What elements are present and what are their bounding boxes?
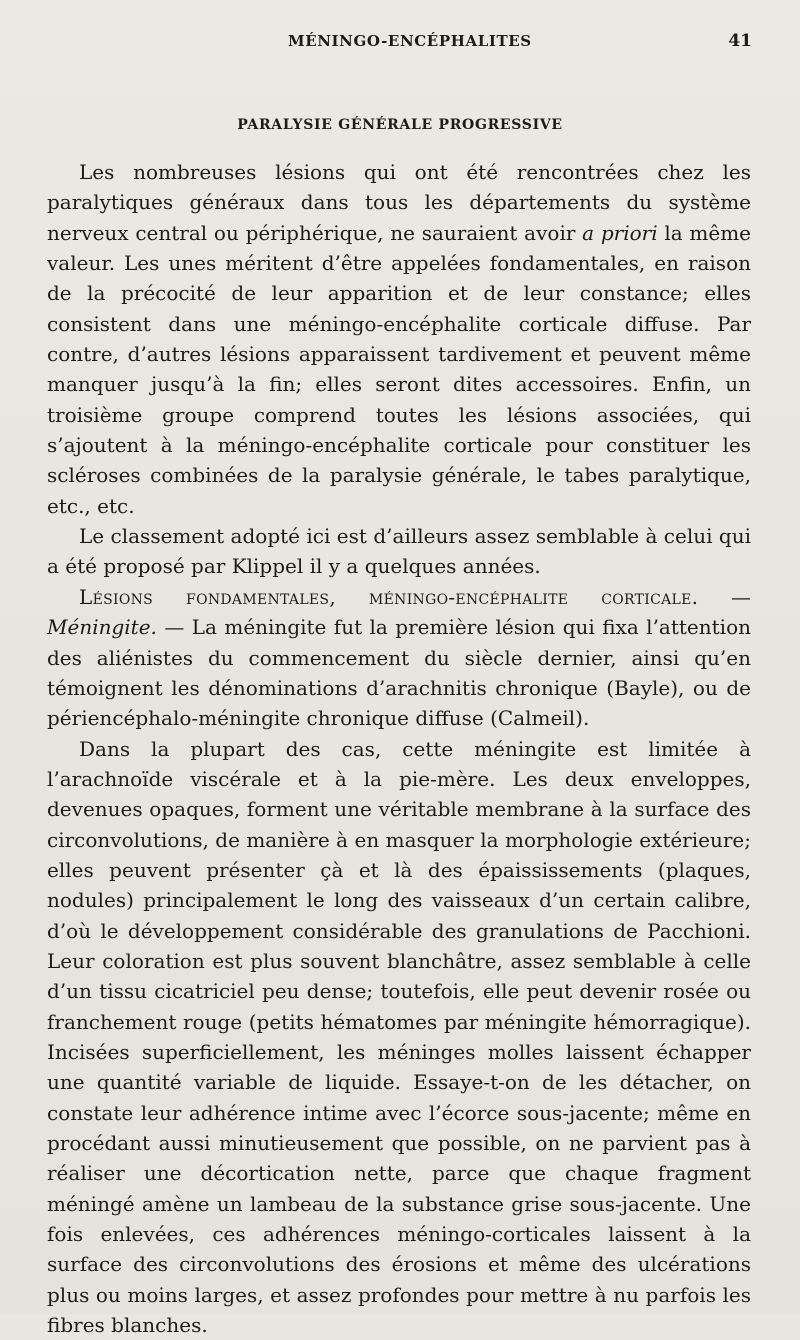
paragraph-text: la même valeur. Les unes méritent d’être appelées fondamentales, en raison de la précocité de leur apparition et de leur constance; elles consistent dans une méningo-encéphalite corticale diffuse. Par contre, d’autres lésions apparaissent tardivement et peuvent même manquer jusqu’à la fin; elles seront dites accessoires. Enfin, un troisième groupe comprend toutes les lésions associées, qui s’ajoutent à la méningo-encéphalite corticale pour constituer les scléroses combinées de la paralysie générale, le tabes paralytique, etc., etc. [47,220,752,518]
italic-term: a priori [582,220,658,245]
paragraph-text: Le classement adopté ici est d’ailleurs assez semblable à celui qui a été proposé par Klippel il y a quelques années. [47,524,751,579]
paragraph-text: — La méningite fut la première lésion qui fixa l’attention des aliénistes du commencement du siècle dernier, ainsi qu’en témoignent les dénominations d’arachnitis chronique (Bayle), ou de périencéphalo-méningite chronique diffuse (Calmeil). [47,615,751,731]
paragraph-meningitis-intro [47,582,751,734]
heading-dash: — [698,584,752,609]
paragraph-text: Dans la plupart des cas, cette méningite est limitée à l’arachnoïde viscérale et à la pie-mère. Les deux enveloppes, devenues opaques, forment une véritable membrane à la surface des circonvolutions, de manière à en masquer la morphologie extérieure; elles peuvent présenter çà et là des épaississements (plaques, nodules) principalement le long des vaisseaux d’un certain calibre, d’où le développement considérable des granulations de Pacchioni. Leur coloration est plus souvent blanchâtre, assez semblable à celle d’un tissu cicatriciel peu dense; toutefois, elle peut devenir rosée ou franchement rouge (petits hématomes par méningite hémorragique). Incisées superficiellement, les méninges molles laissent échapper une quantité variable de liquide. Essaye-t-on de les détacher, on constate leur adhérence intime avec l’écorce sous-jacente; même en procédant aussi minutieusement que possible, on ne parvient pas à réaliser une décortication nette, parce que chaque fragment méningé amène un lambeau de la substance grise sous-jacente. Une fois enlevées, ces adhérences méningo-corticales laissent à la surface des circonvolutions des érosions et même des ulcérations plus ou moins larges, et assez profondes pour mettre à nu parfois les fibres blanches. [47,736,751,1338]
subsection-heading: Lésions fondamentales, méningo-encéphalite corticale. [79,584,699,609]
page-number: 41 [728,31,752,51]
subsection-subheading: Méningite. [47,615,157,640]
paragraph-classification [47,521,751,582]
paragraph-meningitis-description [47,734,751,1340]
body-text [47,157,751,1340]
page-header [0,32,800,56]
paragraph-lesions-overview [47,157,751,521]
running-title: MÉNINGO-ENCÉPHALITES [288,32,532,50]
paragraph-text: Les nombreuses lésions qui ont été rencontrées chez les paralytiques généraux dans tous les départements du système nerveux central ou périphérique, ne sauraient avoir [47,160,751,245]
section-title: PARALYSIE GÉNÉRALE PROGRESSIVE [237,117,563,133]
